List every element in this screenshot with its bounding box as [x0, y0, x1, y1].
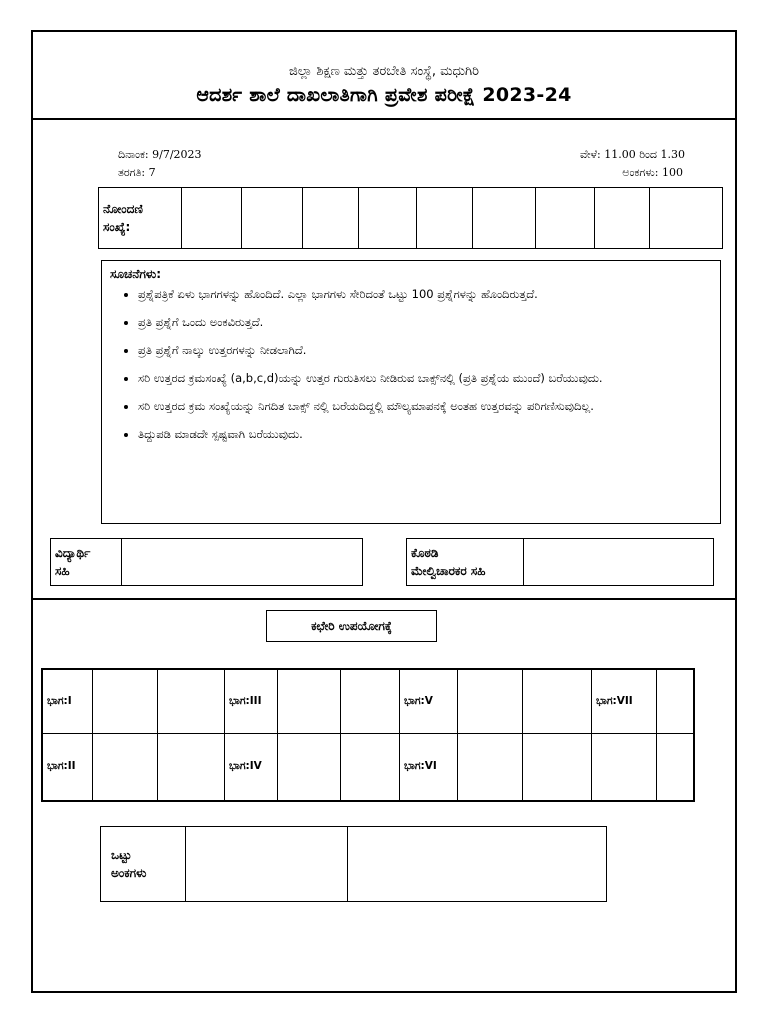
part-marks-box[interactable] [158, 669, 225, 733]
invigilator-signature-field[interactable] [524, 539, 714, 586]
registration-digit-box[interactable] [359, 188, 417, 249]
part-marks-box[interactable] [657, 733, 695, 801]
part-marks-box[interactable] [657, 669, 695, 733]
registration-digit-box[interactable] [182, 188, 242, 249]
instruction-item: • ಪ್ರತಿ ಪ್ರಶ್ನೆಗೆ ನಾಲ್ಕು ಉತ್ತರಗಳನ್ನು ನೀಡಲಾಗಿದೆ. [138, 341, 712, 360]
total-marks-label-line1: ಒಟ್ಟು [111, 848, 132, 862]
registration-digit-box[interactable] [473, 188, 536, 249]
student-signature-label-line2: ಸಹಿ [55, 564, 70, 578]
part-marks-box[interactable] [278, 733, 341, 801]
part-marks-box[interactable] [278, 669, 341, 733]
total-marks-box [100, 826, 607, 902]
part-label-6: ಭಾಗ:VI [400, 733, 458, 801]
student-signature-field[interactable] [122, 539, 363, 586]
total-marks-field[interactable] [186, 827, 348, 902]
part-marks-box[interactable] [341, 669, 400, 733]
registration-digit-box[interactable] [650, 188, 723, 249]
registration-digit-box[interactable] [595, 188, 650, 249]
registration-digit-box[interactable] [417, 188, 473, 249]
instruction-item: • ಪ್ರಶ್ನೆಪತ್ರಿಕೆ ಏಳು ಭಾಗಗಳನ್ನು ಹೊಂದಿದೆ. ಎಲ್ಲಾ ಭಾಗಗಳು ಸೇರಿದಂತೆ ಒಟ್ಟು 100 ಪ್ರಶ್ನೆಗಳನ್ನು ಹೊಂದಿರುತ್ತದೆ. [138, 285, 712, 304]
total-marks-label-line2: ಅಂಕಗಳು [111, 866, 147, 880]
part-marks-box[interactable] [458, 669, 523, 733]
invigilator-signature-label-line2: ಮೇಲ್ವಿಚಾರಕರ ಸಹಿ [411, 564, 486, 578]
part-label-3: ಭಾಗ:III [225, 669, 278, 733]
part-marks-box[interactable] [523, 733, 592, 801]
total-marks-field[interactable] [348, 827, 607, 902]
invigilator-signature-label-line1: ಕೊಠಡಿ [411, 546, 439, 560]
part-marks-box[interactable] [458, 733, 523, 801]
part-marks-box[interactable] [93, 733, 158, 801]
instructions-list [116, 285, 712, 453]
student-signature-label [51, 539, 122, 586]
instructions-heading: ಸೂಚನೆಗಳು: [110, 267, 161, 281]
registration-digit-box[interactable] [242, 188, 303, 249]
registration-label [99, 188, 182, 249]
parts-marks-grid [41, 668, 695, 802]
part-marks-box[interactable] [592, 733, 657, 801]
registration-digit-box[interactable] [303, 188, 359, 249]
part-marks-box[interactable] [523, 669, 592, 733]
instruction-item: • ಸರಿ ಉತ್ತರದ ಕ್ರಮ ಸಂಖ್ಯೆಯನ್ನು ನಿಗದಿತ ಬಾಕ್ಸ್ ನಲ್ಲಿ ಬರೆಯದಿದ್ದಲ್ಲಿ ಮೌಲ್ಯಮಾಪನಕ್ಕೆ ಅಂತಹ ಉತ್ತರವನ್ನು ಪರಿಗಣಿಸುವುದಿಲ್ಲ. [138, 397, 712, 416]
office-use-heading: ಕಛೇರಿ ಉಪಯೋಗಕ್ಕೆ [266, 610, 437, 642]
part-marks-box[interactable] [158, 733, 225, 801]
part-marks-box[interactable] [341, 733, 400, 801]
invigilator-signature-label [407, 539, 524, 586]
institute-name: ಜಿಲ್ಲಾ ಶಿಕ್ಷಣ ಮತ್ತು ತರಬೇತಿ ಸಂಸ್ಥೆ, ಮಧುಗಿರಿ [288, 64, 480, 79]
registration-number-grid [98, 187, 723, 249]
instruction-item: • ತಿದ್ದುಪಡಿ ಮಾಡದೇ ಸ್ಪಷ್ಟವಾಗಿ ಬರೆಯುವುದು. [138, 425, 712, 444]
registration-label-line1: ನೋಂದಣಿ [103, 202, 143, 216]
exam-marks: ಅಂಕಗಳು: 100 [622, 166, 683, 179]
student-signature-label-line1: ವಿದ್ಯಾರ್ಥಿ [55, 546, 91, 560]
student-signature-box [50, 538, 363, 586]
part-label-1: ಭಾಗ:I [42, 669, 93, 733]
part-marks-box[interactable] [93, 669, 158, 733]
exam-title: ಆದರ್ಶ ಶಾಲೆ ದಾಖಲಾತಿಗಾಗಿ ಪ್ರವೇಶ ಪರೀಕ್ಷೆ 2023-24 [196, 84, 572, 106]
invigilator-signature-box [406, 538, 714, 586]
registration-label-line2: ಸಂಖ್ಯೆ: [103, 220, 131, 234]
exam-class: ತರಗತಿ: 7 [118, 166, 156, 179]
exam-time: ವೇಳೆ: 11.00 ರಿಂದ 1.30 [579, 148, 685, 161]
section-divider [33, 598, 735, 600]
instructions-box [101, 260, 721, 524]
part-label-5: ಭಾಗ:V [400, 669, 458, 733]
header-divider [33, 118, 735, 120]
part-label-4: ಭಾಗ:IV [225, 733, 278, 801]
registration-digit-box[interactable] [536, 188, 595, 249]
instruction-item: • ಸರಿ ಉತ್ತರದ ಕ್ರಮಸಂಖ್ಯೆ (a,b,c,d)ಯನ್ನು ಉತ್ತರ ಗುರುತಿಸಲು ನೀಡಿರುವ ಬಾಕ್ಸ್‌ನಲ್ಲಿ (ಪ್ರತಿ ಪ್ರಶ್ನೆಯ ಮುಂದೆ) ಬರೆಯುವುದು. [138, 369, 712, 388]
part-label-7: ಭಾಗ:VII [592, 669, 657, 733]
part-label-2: ಭಾಗ:II [42, 733, 93, 801]
instruction-item: • ಪ್ರತಿ ಪ್ರಶ್ನೆಗೆ ಒಂದು ಅಂಕವಿರುತ್ತದೆ. [138, 313, 712, 332]
exam-date: ದಿನಾಂಕ: 9/7/2023 [118, 148, 202, 161]
exam-cover-sheet [31, 30, 737, 993]
total-marks-label [101, 827, 186, 902]
